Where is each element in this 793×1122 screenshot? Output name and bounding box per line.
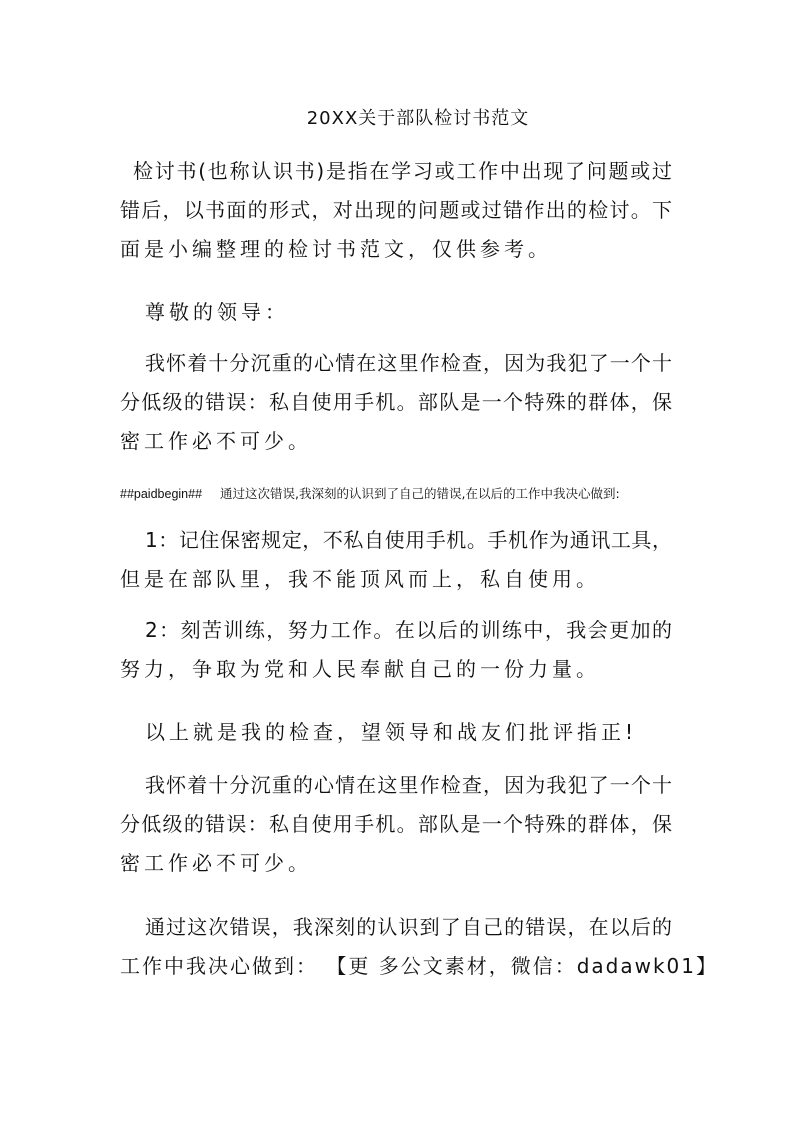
text-line: 2：刻苦训练，努力工作。在以后的训练中，我会更加的 (145, 618, 672, 642)
closing-paragraph (120, 713, 672, 752)
text-line: 尊敬的领导： (145, 300, 289, 324)
text-line: 以上就是我的检查，望领导和战友们批评指正! (145, 720, 638, 744)
salutation (120, 293, 672, 332)
paid-marker-line (120, 484, 680, 504)
body-paragraph (120, 344, 672, 461)
text-line: 密工作必不可少。 (120, 429, 312, 453)
text-line: 我怀着十分沉重的心情在这里作检查，因为我犯了一个十 (145, 351, 672, 375)
body-paragraph-repeat (120, 766, 672, 883)
point-2-paragraph (120, 611, 672, 689)
text-line: 面是小编整理的检讨书范文，仅供参考。 (120, 237, 552, 261)
text-line: 通过这次错误，我深刻的认识到了自己的错误，在以后的 (145, 915, 672, 939)
paid-text: 通过这次错误,我深刻的认识到了自己的错误,在以后的工作中我决心做到: (220, 486, 620, 501)
text-line: 密工作必不可少。 (120, 851, 312, 875)
point-1-paragraph (120, 521, 672, 599)
intro-paragraph (120, 152, 672, 269)
paid-tag: ##paidbegin## (120, 487, 203, 501)
document-title: 20XX关于部队检讨书范文 (306, 108, 530, 129)
final-paragraph (120, 908, 719, 986)
text-line: 1：记住保密规定，不私自使用手机。手机作为通讯工具， (145, 528, 672, 552)
text-line: 工作中我决心做到： 【更 多公文素材，微信：dadawk01】 (120, 954, 719, 978)
text-line: 分低级的错误：私自使用手机。部队是一个特殊的群体，保 (120, 812, 672, 836)
text-line: 我怀着十分沉重的心情在这里作检查，因为我犯了一个十 (145, 773, 672, 797)
text-line: 努力，争取为党和人民奉献自己的一份力量。 (120, 657, 600, 681)
text-line: 分低级的错误：私自使用手机。部队是一个特殊的群体，保 (120, 390, 672, 414)
text-line: 检讨书(也称认识书)是指在学习或工作中出现了问题或过 (133, 159, 672, 183)
text-line: 但是在部队里，我不能顶风而上，私自使用。 (120, 567, 600, 591)
text-line: 错后，以书面的形式，对出现的问题或过错作出的检讨。下 (120, 198, 672, 222)
